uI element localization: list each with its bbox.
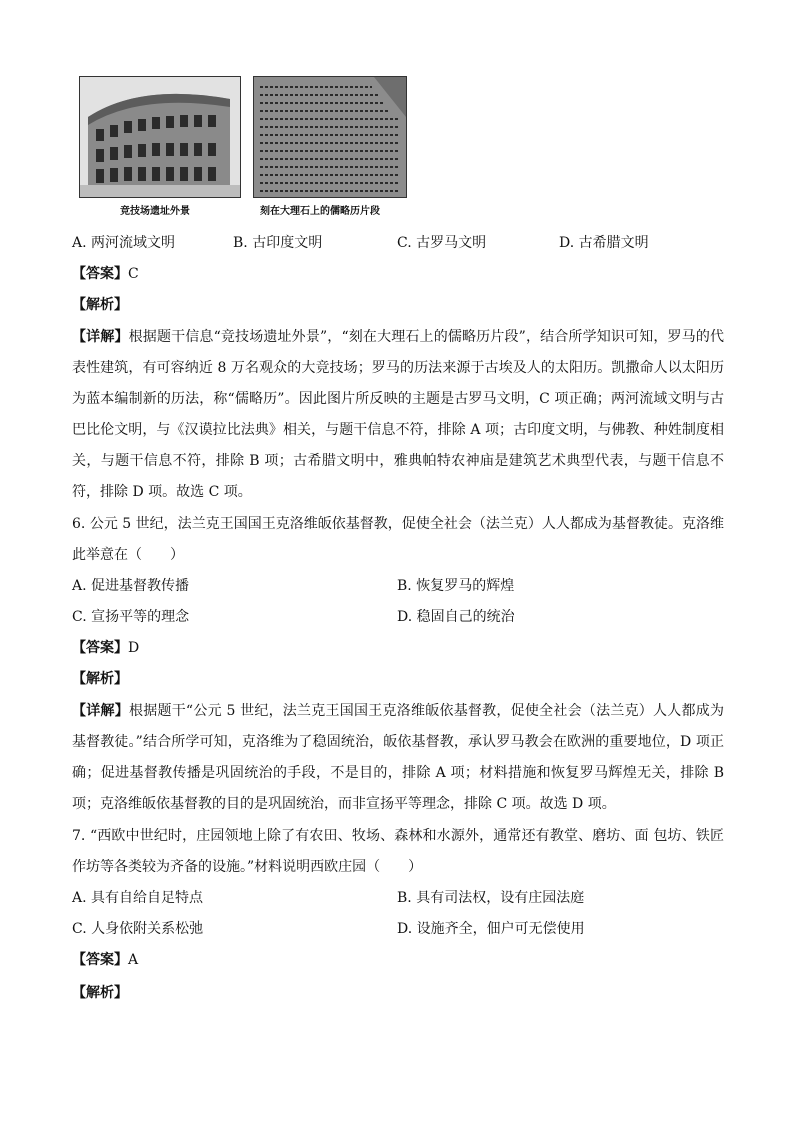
q5-option-d: D. 古希腊文明 xyxy=(559,235,649,251)
q6-analysis-label: 【解析】 xyxy=(72,671,128,687)
q6-option-a: A. 促进基督教传播 xyxy=(72,578,190,594)
inscription-icon xyxy=(254,77,406,197)
q7-stem: 7. “西欧中世纪时，庄园领地上除了有农田、牧场、森林和水源外，通常还有教堂、磨坊、面 包坊、铁匠作坊等各类较为齐备的设施。”材料说明西欧庄园（ ） xyxy=(72,828,724,875)
colosseum-photo xyxy=(79,76,241,198)
q7-option-d: D. 设施齐全，佃户可无偿使用 xyxy=(397,921,585,937)
answer-label: 【答案】 xyxy=(72,266,128,282)
q5-option-a: A. 两河流域文明 xyxy=(72,235,176,251)
detail-text: 根据题干“公元 5 世纪，法兰克王国国王克洛维皈依基督教，促使全社会（法兰克）人人都成为基督教徒。”结合所学可知，克洛维为了稳固统治，皈依基督教，承认罗马教会在欧洲的重要地位，D 项正确；促进基督教传播是巩固统治的手段，不是目的，排除 A 项；材料措施和恢复罗马辉煌无关，排除 B 项；克洛维皈依基督教的目的是巩固统治，而非宣扬平等理念，排除 C 项。故选 D 项。 xyxy=(72,703,725,812)
q7-answer xyxy=(72,950,138,970)
detail-text: 根据题干信息“竞技场遗址外景”，“刻在大理石上的儒略历片段”，结合所学知识可知，罗马的代表性建筑，有可容纳近 8 万名观众的大竞技场；罗马的历法来源于古埃及人的太阳历。凯撒命人以太阳历为蓝本编制新的历法，称“儒略历”。因此图片所反映的主题是古罗马文明，C 项正确；两河流域文明与古巴比伦文明，与《汉谟拉比法典》相关，与题干信息不符，排除 A 项；古印度文明，与佛教、种姓制度相关，与题干信息不符，排除 B 项；古希腊文明中，雅典帕特农神庙是建筑艺术典型代表，与题干信息不符，排除 D 项。故选 C 项。 xyxy=(72,329,725,500)
figure-caption-inscription: 刻在大理石上的儒略历片段 xyxy=(260,206,380,217)
q6-option-b: B. 恢复罗马的辉煌 xyxy=(397,578,515,594)
figure-caption-colosseum: 竞技场遗址外景 xyxy=(120,206,190,217)
q6-answer xyxy=(72,638,139,658)
q5-detail xyxy=(72,322,724,508)
answer-value: D xyxy=(128,640,140,656)
q7-option-b: B. 具有司法权，设有庄园法庭 xyxy=(397,890,585,906)
q6-option-c: C. 宣扬平等的理念 xyxy=(72,609,190,625)
q6-stem: 6. 公元 5 世纪，法兰克王国国王克洛维皈依基督教，促使全社会（法兰克）人人都成为基督教徒。克洛维此举意在（ ） xyxy=(72,516,724,563)
q5-option-c: C. 古罗马文明 xyxy=(397,235,487,251)
answer-label: 【答案】 xyxy=(72,952,128,968)
q7-analysis-label: 【解析】 xyxy=(72,985,128,1001)
q5-analysis-label: 【解析】 xyxy=(72,297,128,313)
q7-option-c: C. 人身依附关系松弛 xyxy=(72,921,204,937)
answer-value: C xyxy=(128,266,139,282)
q6-detail xyxy=(72,696,724,820)
colosseum-icon xyxy=(80,77,240,197)
q6-option-d: D. 稳固自己的统治 xyxy=(397,609,515,625)
q5-option-b: B. 古印度文明 xyxy=(233,235,323,251)
q5-answer xyxy=(72,264,139,284)
detail-label: 【详解】 xyxy=(72,329,129,345)
detail-label: 【详解】 xyxy=(72,703,129,719)
q7-option-a: A. 具有自给自足特点 xyxy=(72,890,204,906)
marble-inscription-photo xyxy=(253,76,407,198)
answer-label: 【答案】 xyxy=(72,640,128,656)
answer-value: A xyxy=(128,952,139,968)
